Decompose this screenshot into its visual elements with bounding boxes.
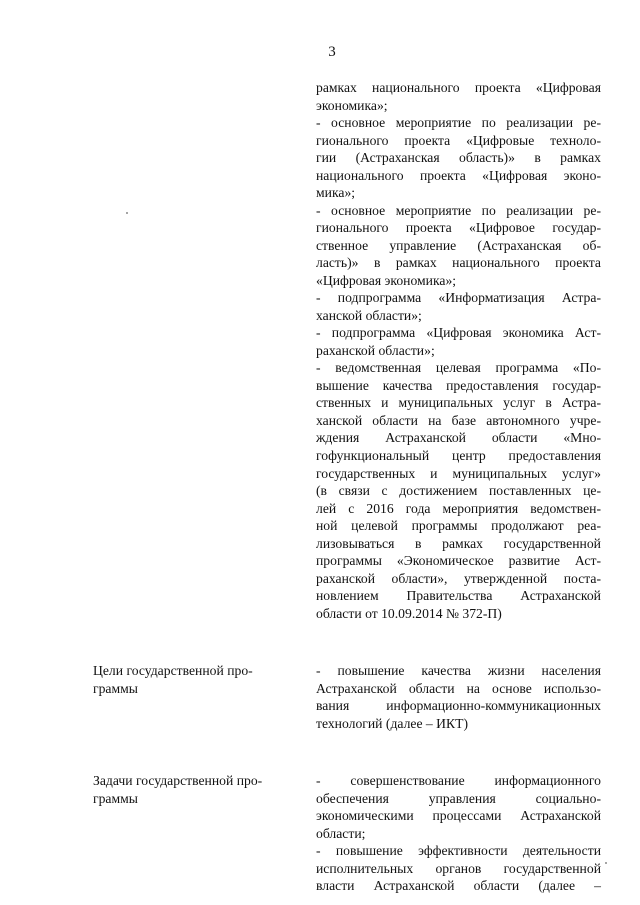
text-line: власти Астраханской области (далее – — [316, 878, 601, 894]
text-line: мика»; — [316, 185, 356, 201]
text-line: гионального проекта «Цифровые техноло- — [316, 132, 601, 148]
text-line: гионального проекта «Цифровое государ- — [316, 220, 601, 236]
scan-speck — [126, 212, 128, 214]
text-line: «Цифровая экономика»; — [316, 272, 457, 288]
label-line: граммы — [93, 680, 138, 696]
text-line: лей с 2016 года мероприятия ведомствен- — [316, 500, 601, 516]
text-line: ной целевой программы продолжают реа- — [316, 518, 601, 534]
text-line: - основное мероприятие по реализации ре- — [316, 115, 601, 131]
text-line: ственных и муниципальных услуг в Астра- — [316, 395, 601, 411]
text-line: ственное управление (Астраханская об- — [316, 237, 601, 253]
text-line: - повышение эффективности деятельности — [316, 843, 601, 859]
text-line: - подпрограмма «Цифровая экономика Аст- — [316, 325, 601, 341]
page-number: 3 — [328, 44, 336, 60]
text-line: - повышение качества жизни населения — [316, 663, 601, 679]
text-line: гофункциональный центр предоставления — [316, 448, 601, 463]
text-line: области; — [316, 825, 366, 841]
text-line: Астраханской области на основе использо- — [316, 680, 601, 696]
text-line: исполнительных органов государственной — [316, 860, 601, 876]
text-line: - подпрограмма «Информатизация Астра- — [316, 290, 601, 306]
text-line: (в связи с достижением поставленных це- — [316, 483, 601, 499]
label-line: граммы — [93, 790, 138, 806]
text-line: экономика»; — [316, 97, 388, 113]
text-line: - совершенствование информационного — [316, 773, 601, 789]
text-line: новлением Правительства Астраханской — [316, 588, 601, 604]
text-line: ханской области на базе автономного учре- — [316, 412, 601, 428]
text-line: программы «Экономическое развитие Аст- — [316, 553, 601, 569]
text-line: национального проекта «Цифровая эконо- — [316, 167, 601, 183]
text-line: рамках национального проекта «Цифровая — [316, 80, 601, 95]
label-line: Цели государственной про- — [93, 663, 253, 679]
text-line: раханской области»; — [316, 342, 435, 358]
text-line: - основное мероприятие по реализации ре- — [316, 202, 601, 218]
scan-speck — [605, 862, 607, 864]
text-line: государственных и муниципальных услуг» — [316, 465, 601, 481]
text-line: гии (Астраханская область)» в рамках — [316, 150, 601, 166]
text-line: лизовываться в рамках государственной — [316, 535, 601, 551]
label-line: Задачи государственной про- — [93, 773, 263, 789]
text-line: ласть)» в рамках национального проекта — [316, 255, 601, 271]
text-line: ждения Астраханской области «Мно- — [316, 430, 601, 446]
text-line: - ведомственная целевая программа «По- — [316, 360, 601, 376]
text-line: ханской области»; — [316, 307, 422, 323]
text-line: экономическими процессами Астраханской — [316, 808, 601, 824]
text-line: вания информационно-коммуникационных — [316, 698, 601, 714]
text-line: области от 10.09.2014 № 372-П) — [316, 605, 502, 621]
text-line: раханской области», утвержденной поста- — [316, 570, 601, 586]
text-line: технологий (далее – ИКТ) — [316, 715, 469, 731]
text-line: обеспечения управления социально- — [316, 790, 601, 806]
text-line: вышение качества предоставления государ- — [316, 377, 601, 393]
